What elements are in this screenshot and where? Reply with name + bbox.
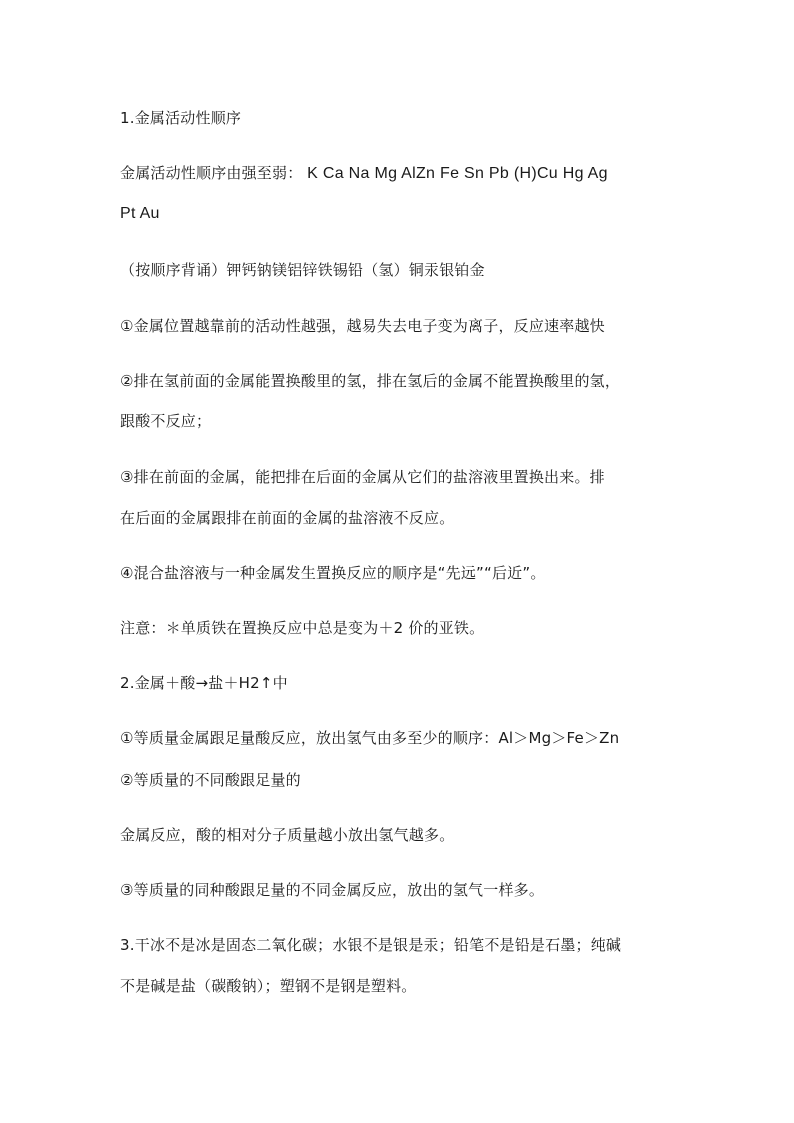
rule-2-line-1: ②排在氢前面的金属能置换酸里的氢，排在氢后的金属不能置换酸里的氢， [120, 372, 621, 390]
note-line: 注意：＊单质铁在置换反应中总是变为＋2 价的亚铁。 [120, 619, 485, 637]
item-3-line-2: 不是碱是盐（碳酸钠）；塑钢不是钢是塑料。 [120, 977, 417, 995]
rule-3-line-2: 在后面的金属跟排在前面的金属的盐溶液不反应。 [120, 509, 455, 527]
rule-3-line-1: ③排在前面的金属，能把排在后面的金属从它们的盐溶液里置换出来。排 [120, 468, 605, 486]
activity-order-line [120, 163, 680, 184]
acid-rule-2-line-1: ②等质量的不同酸跟足量的 [120, 771, 301, 789]
acid-rule-2-line-2: 金属反应，酸的相对分子质量越小放出氢气越多。 [120, 826, 455, 844]
item-3-line-1: 3.干冰不是冰是固态二氧化碳；水银不是银是汞；铅笔不是铅是石墨；纯碱 [120, 936, 622, 954]
activity-order-label: 金属活动性顺序由强至弱： [120, 164, 303, 182]
acid-rule-1: ①等质量金属跟足量酸反应，放出氢气由多至少的顺序：Al＞Mg＞Fe＞Zn [120, 729, 620, 747]
rule-2-line-2: 跟酸不反应； [120, 412, 212, 430]
rule-4: ④混合盐溶液与一种金属发生置换反应的顺序是“先远”“后近”。 [120, 564, 546, 582]
heading-metal-acid: 2.金属＋酸→盐＋H2↑中 [120, 674, 288, 692]
heading-metal-activity: 1.金属活动性顺序 [120, 109, 242, 127]
mnemonic-line: （按顺序背诵）钾钙钠镁铝锌铁锡铅（氢）铜汞银铂金 [120, 261, 485, 279]
activity-order-continued: Pt Au [120, 205, 160, 222]
activity-order-symbols: K Ca Na Mg AlZn Fe Sn Pb (H)Cu Hg Ag [302, 165, 608, 182]
rule-1: ①金属位置越靠前的活动性越强，越易失去电子变为离子，反应速率越快 [120, 317, 605, 335]
acid-rule-3: ③等质量的同种酸跟足量的不同金属反应，放出的氢气一样多。 [120, 881, 545, 899]
